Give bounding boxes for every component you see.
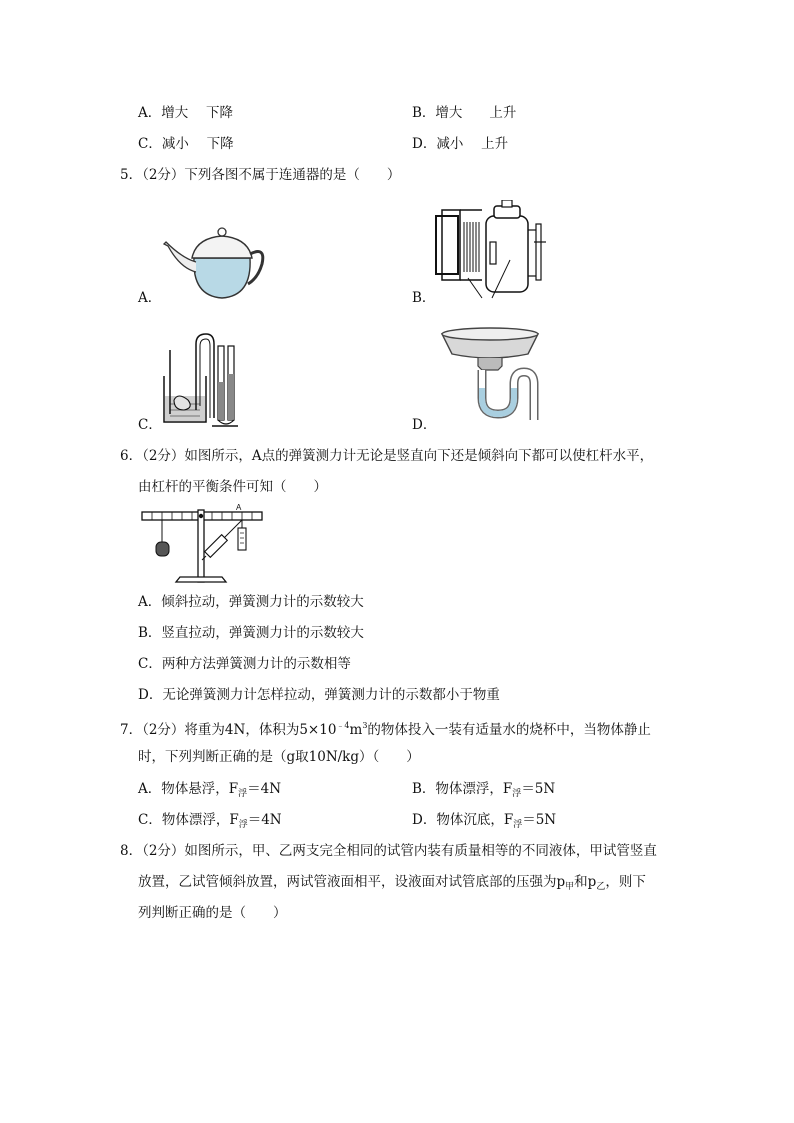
- q5-label-b: B．: [412, 290, 436, 306]
- q6-stem-line2: 由杠杆的平衡条件可知（ ）: [138, 479, 327, 495]
- q7-stem-line1: 7．（2分）将重为4N，体积为$5\times 10^{﹣4}m^3$的物体投入一装有适量水的烧杯中，当物体静止: [120, 721, 651, 738]
- sink-drain-trap-icon: [438, 322, 544, 422]
- q4-option-a: A．增大 下降: [138, 105, 234, 121]
- q4-option-d: D．减小 上升: [412, 136, 509, 152]
- q5-label-a: A．: [138, 290, 162, 306]
- q8-stem-line1: 8．（2分）如图所示，甲、乙两支完全相同的试管内装有质量相等的不同液体，甲试管竖直: [120, 843, 657, 859]
- q6-option-d: D．无论弹簧测力计怎样拉动，弹簧测力计的示数都小于物重: [138, 687, 500, 703]
- q7-option-d: D．物体沉底，$F_浮=5N$: [412, 812, 557, 830]
- lever-point-a-label: A: [236, 503, 242, 512]
- q7-option-c: C．物体漂浮，$F_浮=4N$: [138, 812, 282, 830]
- q5-label-c: C．: [138, 417, 162, 433]
- q4-option-c: C．减小 下降: [138, 136, 234, 152]
- teapot-icon: [162, 220, 267, 302]
- lever-spring-scale-figure: [140, 500, 276, 586]
- q6-stem-line1: 6．（2分）如图所示，A点的弹簧测力计无论是竖直向下还是倾斜向下都可以使杠杆水平，: [120, 448, 654, 464]
- q6-option-c: C．两种方法弹簧测力计的示数相等: [138, 656, 351, 672]
- q5-stem: 5．（2分）下列各图不属于连通器的是（ ）: [120, 167, 401, 183]
- q6-option-b: B．竖直拉动，弹簧测力计的示数较大: [138, 625, 364, 641]
- boiler-water-gauge-icon: [434, 200, 552, 300]
- q5-label-d: D．: [412, 417, 437, 433]
- q7-option-b: B．物体漂浮，$F_浮=5N$: [412, 781, 556, 799]
- q6-option-a: A．倾斜拉动，弹簧测力计的示数较大: [138, 594, 364, 610]
- q7-option-a: A．物体悬浮，$F_浮=4N$: [138, 781, 282, 799]
- q4-option-b: B．增大 上升: [412, 105, 517, 121]
- u-tube-manometer-icon: [160, 330, 238, 428]
- q8-stem-line3: 列判断正确的是（ ）: [138, 905, 287, 921]
- q7-stem-line2: 时，下列判断正确的是（g取10N/kg）（ ）: [138, 749, 420, 765]
- q8-stem-line2: 放置，乙试管倾斜放置，两试管液面相平，设液面对试管底部的压强为$p_甲$和$p_乙$，则下: [138, 874, 646, 892]
